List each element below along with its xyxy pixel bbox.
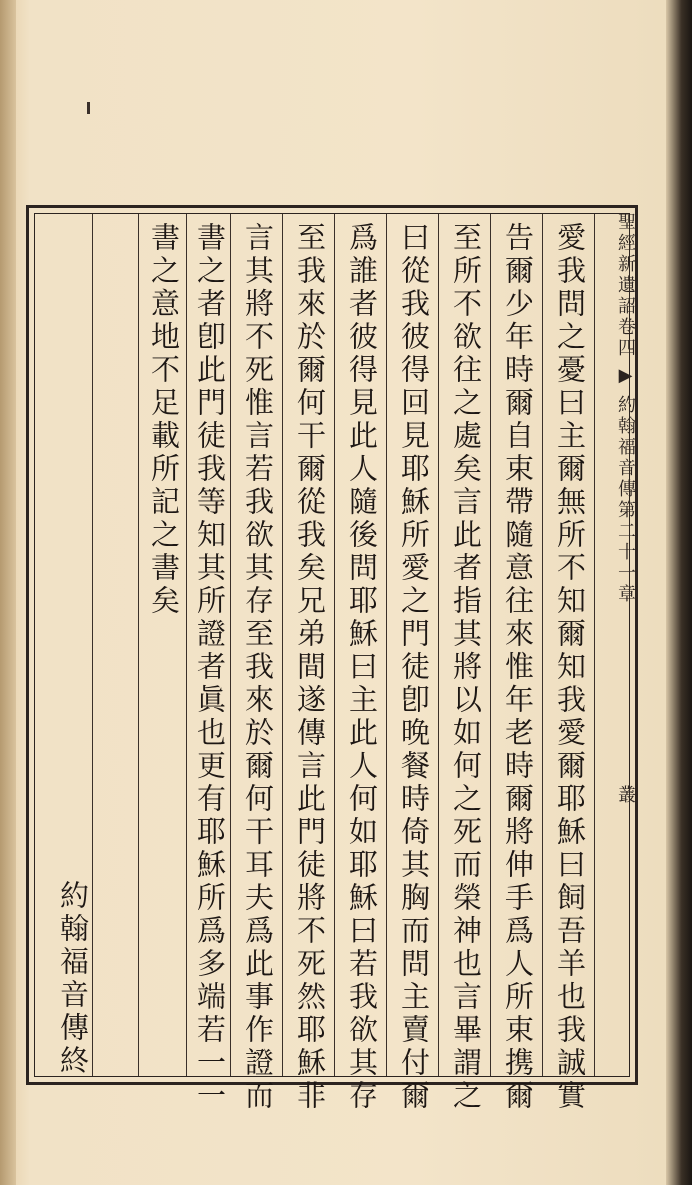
text-column-6: 至我來於爾何干爾從我矣兄弟間遂傳言此門徒將不死然耶穌非 bbox=[293, 222, 327, 1113]
ink-speck bbox=[87, 102, 90, 114]
inner-border bbox=[34, 213, 630, 1077]
column-rule bbox=[92, 214, 93, 1076]
column-rule bbox=[334, 214, 335, 1076]
column-rule bbox=[542, 214, 543, 1076]
text-column-9: 書之意地不足載所記之書矣 bbox=[147, 222, 181, 618]
page-edge-shadow bbox=[666, 0, 692, 1185]
column-rule bbox=[186, 214, 187, 1076]
text-column-8: 書之者卽此門徒我等知其所證者眞也更有耶穌所爲多端若一一 bbox=[193, 222, 227, 1113]
text-column-5: 爲誰者彼得見此人隨後問耶穌曰主此人何如耶穌曰若我欲其存 bbox=[345, 222, 379, 1113]
column-rule bbox=[386, 214, 387, 1076]
text-column-3: 至所不欲往之處矣言此者指其將以如何之死而榮神也言畢謂之 bbox=[449, 222, 483, 1113]
header-chapter: 約翰福音傳第二十一章 bbox=[615, 395, 636, 605]
text-column-1: 愛我問之憂曰主爾無所不知爾知我愛爾耶穌曰飼吾羊也我誠實 bbox=[553, 222, 587, 1113]
text-column-7: 言其將不死惟言若我欲其存至我來於爾何干耳夫爲此事作證而 bbox=[241, 222, 275, 1113]
column-rule bbox=[230, 214, 231, 1076]
column-rule bbox=[490, 214, 491, 1076]
colophon: 約翰福音傳終 bbox=[56, 880, 90, 1078]
column-rule bbox=[438, 214, 439, 1076]
book-spine bbox=[0, 0, 16, 1185]
text-column-2: 告爾少年時爾自束帶隨意往來惟年老時爾將伸手爲人所束携爾 bbox=[501, 222, 535, 1113]
column-rule bbox=[282, 214, 283, 1076]
header-book-title: 聖經新遺詔卷四 bbox=[615, 212, 636, 359]
column-rule bbox=[138, 214, 139, 1076]
header-page-mark: 叢 bbox=[615, 785, 636, 806]
text-column-4: 曰從我彼得回見耶穌所愛之門徒卽晚餐時倚其胸而問主賣付爾 bbox=[397, 222, 431, 1113]
running-header: 聖經新遺詔卷四▶約翰福音傳第二十一章 叢 bbox=[615, 212, 636, 806]
column-rule bbox=[594, 214, 595, 1076]
